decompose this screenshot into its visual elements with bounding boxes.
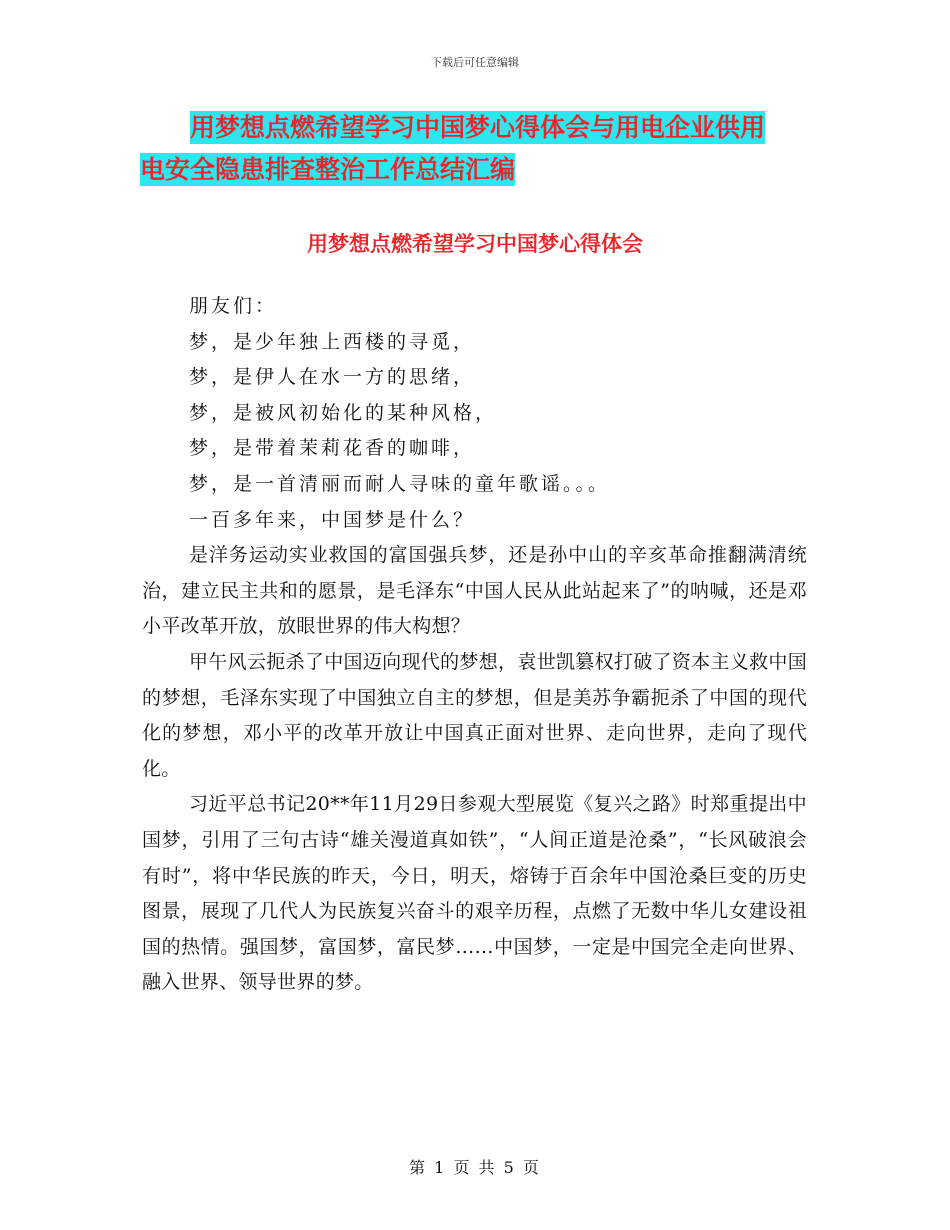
paragraph: 朋友们： [189, 295, 278, 317]
page-footer: 第 1 页 共 5 页 [409, 1158, 541, 1177]
paragraph: 梦，是带着茉莉花香的咖啡， [189, 437, 476, 460]
title-line-2: 电安全隐患排查整治工作总结汇编 [140, 155, 516, 184]
paragraph: 梦，是一首清丽而耐人寻味的童年歌谣。。。 [189, 472, 611, 495]
paragraph: 梦，是被风初始化的某种风格， [189, 401, 498, 424]
paragraph: 甲午风云扼杀了中国迈向现代的梦想，袁世凯篡权打破了资本主义救中国的梦想，毛泽东实现了中国独立自主的梦想，但是美苏争霸扼杀了中国的现代化的梦想，邓小平的改革开放让中国真正面对世界、走向世界，走向了现代化。 [142, 650, 807, 780]
paragraph: 是洋务运动实业救国的富国强兵梦，还是孙中山的辛亥革命推翻满清统治，建立民主共和的愿景，是毛泽东“中国人民从此站起来了”的呐喊，还是邓小平改革开放，放眼世界的伟大构想？ [142, 544, 807, 638]
section-title: 用梦想点燃希望学习中国梦心得体会 [307, 232, 643, 256]
paragraph: 一百多年来，中国梦是什么？ [189, 508, 476, 531]
document-title [140, 107, 820, 191]
header-note: 下载后可任意编辑 [431, 56, 519, 69]
paragraph: 梦，是伊人在水一方的思绪， [189, 366, 476, 389]
paragraph: 梦，是少年独上西楼的寻觅， [189, 330, 476, 353]
body-text [142, 289, 807, 1001]
paragraph: 习近平总书记20**年11月29日参观大型展览《复兴之路》时郑重提出中国梦，引用了三句古诗“雄关漫道真如铁”，“人间正道是沧桑”，“长风破浪会有时”，将中华民族的昨天，今日，明天，熔铸于百余年中国沧桑巨变的历史图景，展现了几代人为民族复兴奋斗的艰辛历程，点燃了无数中华儿女建设祖国的热情。强国梦，富国梦，富民梦……中国梦，一定是中国完全走向世界、融入世界、领导世界的梦。 [142, 793, 807, 994]
title-line-1: 用梦想点燃希望学习中国梦心得体会与用电企业供用 [190, 113, 766, 142]
